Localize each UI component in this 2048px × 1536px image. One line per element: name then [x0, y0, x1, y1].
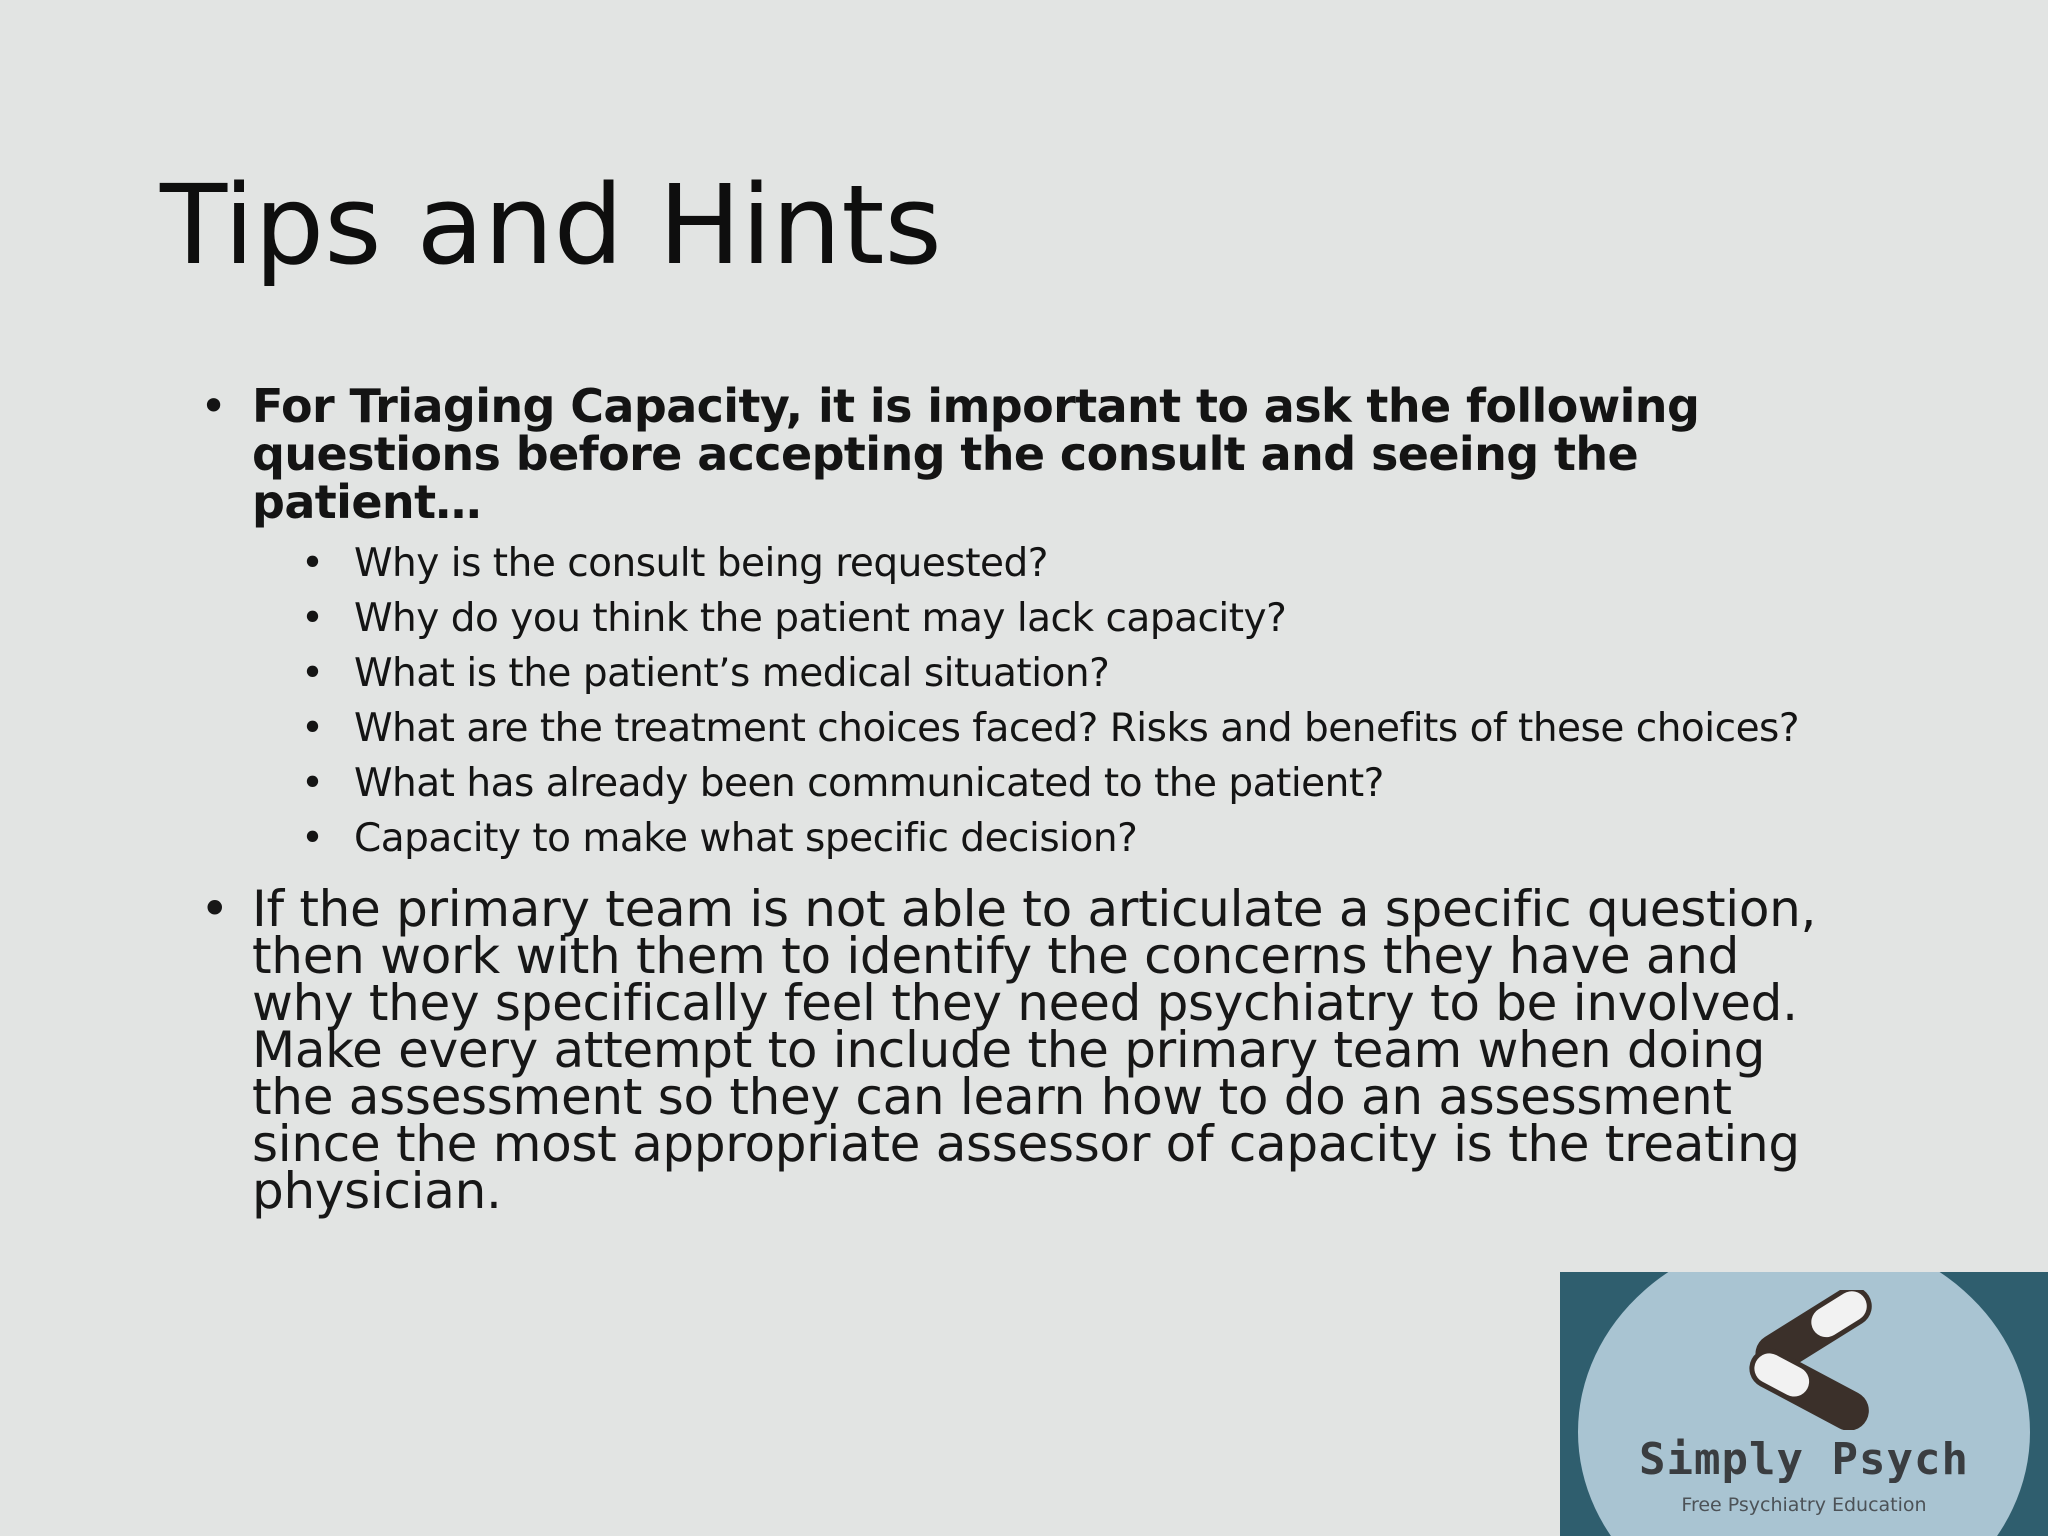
slide-title: Tips and Hints — [160, 161, 942, 289]
list-item-text: What has already been communicated to the patient? — [354, 761, 1384, 806]
sub-bullet-dot: • — [301, 596, 324, 641]
bullet-primary-team — [200, 880, 1850, 1220]
bullet-text: If the primary team is not able to articulate a specific question, then work with them to identify the concerns they have and why they specifically feel they need psychiatry to be involved. Make every attempt to include the primary team when doing the assessment so they can learn how to do an assessment since the most appropriate assessor of capacity is the treating physician. — [252, 880, 1817, 1220]
logo-name: Simply Psych — [1639, 1434, 1969, 1485]
list-item — [200, 591, 1850, 646]
list-item — [200, 756, 1850, 811]
list-item-text: Capacity to make what specific decision? — [354, 816, 1138, 861]
triage-questions-list — [200, 536, 1850, 866]
capsule-pills-icon — [1730, 1290, 1890, 1430]
list-item-text: Why do you think the patient may lack capacity? — [354, 596, 1287, 641]
list-item-text: Why is the consult being requested? — [354, 541, 1048, 586]
list-item — [200, 811, 1850, 866]
bullet-dot: • — [200, 379, 227, 433]
list-item-text: What are the treatment choices faced? Risks and benefits of these choices? — [354, 706, 1800, 751]
logo-tagline: Free Psychiatry Education — [1681, 1494, 1927, 1516]
list-item — [200, 646, 1850, 701]
list-item — [200, 701, 1850, 756]
sub-bullet-dot: • — [301, 761, 324, 806]
bullet-text: For Triaging Capacity, it is important to ask the following questions before accepting the consult and seeing the patient… — [252, 379, 1700, 529]
list-item — [200, 536, 1850, 591]
sub-bullet-dot: • — [301, 816, 324, 861]
list-item-text: What is the patient’s medical situation? — [354, 651, 1110, 696]
bullet-dot: • — [200, 880, 230, 938]
bullet-triaging-capacity — [200, 379, 1850, 529]
slide-content — [200, 379, 1850, 1220]
simply-psych-logo — [1560, 1272, 2048, 1536]
sub-bullet-dot: • — [301, 706, 324, 751]
sub-bullet-dot: • — [301, 541, 324, 586]
sub-bullet-dot: • — [301, 651, 324, 696]
